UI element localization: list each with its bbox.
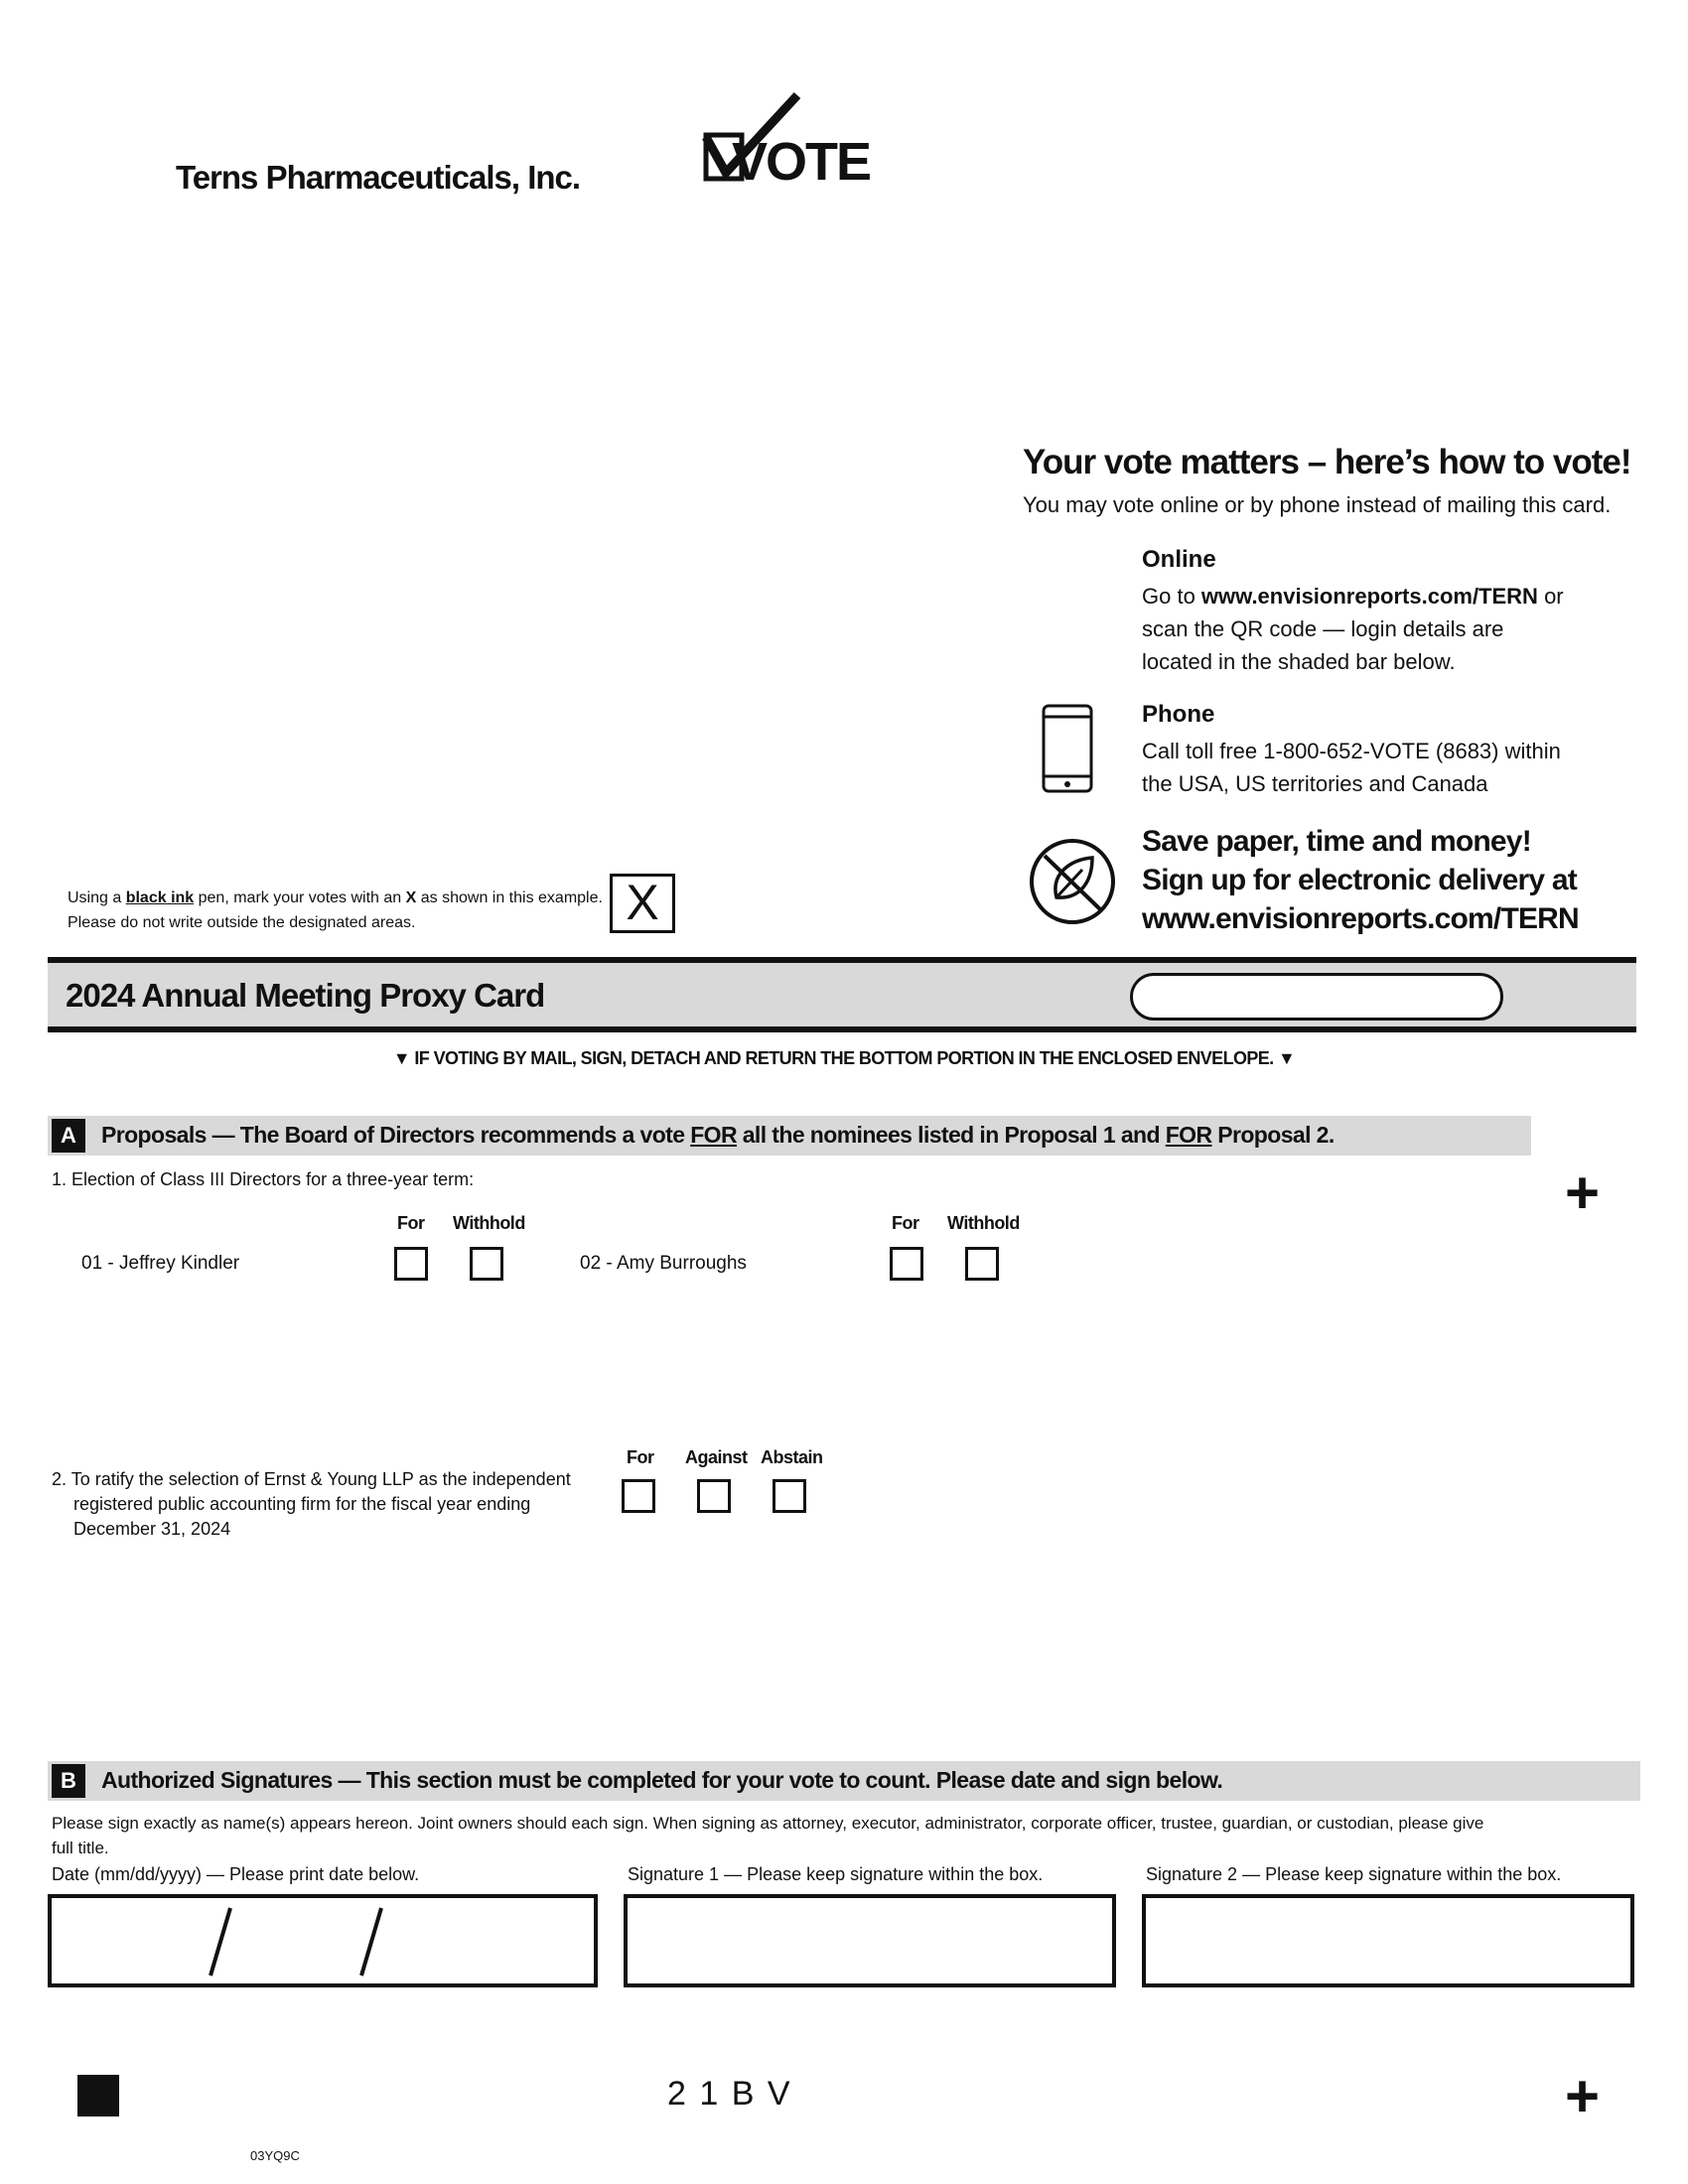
example-mark-box — [610, 874, 675, 933]
nominee-2-withhold-checkbox[interactable] — [965, 1247, 999, 1281]
section-b-letter: B — [52, 1764, 85, 1798]
online-text-pre: Go to — [1142, 584, 1201, 609]
online-url[interactable]: www.envisionreports.com/TERN — [1200, 584, 1538, 609]
date-separators — [52, 1898, 594, 1983]
instr-line2: Please do not write outside the designated areas. — [68, 914, 416, 931]
section-b-title: Authorized Signatures — This section must be completed for your vote to count. Please date and sign below. — [101, 1767, 1223, 1793]
card-title-bar — [48, 957, 1636, 1032]
signature-2-field[interactable] — [1142, 1894, 1634, 1987]
proposal2-abstain-checkbox[interactable] — [773, 1479, 806, 1513]
sig2-label: Signature 2 — Please keep signature within the box. — [1146, 1864, 1562, 1884]
nominee-1: 01 - Jeffrey Kindler — [81, 1253, 240, 1274]
note-line2: full title. — [52, 1839, 109, 1857]
sec-a-text-1: Proposals — The Board of Directors recommends a vote — [101, 1122, 691, 1148]
footer-code: 2 1 B V — [667, 2075, 792, 2113]
sec-a-text-3: Proposal 2. — [1211, 1122, 1335, 1148]
section-a-letter: A — [52, 1119, 85, 1153]
vote-matters-title: Your vote matters – here’s how to vote! — [1023, 443, 1631, 481]
marking-instructions — [68, 886, 603, 935]
vote-logo — [700, 91, 869, 191]
card-title: 2024 Annual Meeting Proxy Card — [66, 977, 545, 1014]
phone-icon — [1041, 703, 1096, 796]
vote-matters-subtitle: You may vote online or by phone instead of mailing this card. — [1023, 492, 1612, 517]
sec-a-for-2: FOR — [1165, 1122, 1212, 1148]
signature-1-field[interactable] — [624, 1894, 1116, 1987]
nominee-1-for-checkbox[interactable] — [394, 1247, 428, 1281]
online-text — [1142, 580, 1564, 678]
nominee-1-withhold-checkbox[interactable] — [470, 1247, 503, 1281]
proposal2-line3: December 31, 2024 — [73, 1519, 231, 1539]
proposal2-for-checkbox[interactable] — [622, 1479, 655, 1513]
vote-logo-text: VOTE — [732, 132, 871, 192]
nominee-2-for-checkbox[interactable] — [890, 1247, 923, 1281]
nominee-2: 02 - Amy Burroughs — [580, 1253, 747, 1274]
col-withhold-1: Withhold — [453, 1213, 525, 1233]
date-label: Date (mm/dd/yyyy) — Please print date below. — [52, 1864, 420, 1884]
instr-mid: pen, mark your votes with an — [194, 889, 406, 906]
col-withhold-2: Withhold — [947, 1213, 1020, 1233]
registration-plus-icon-bottom: + — [1565, 2063, 1601, 2129]
save-paper-text — [1142, 822, 1579, 938]
col-for-1: For — [397, 1213, 425, 1233]
date-field[interactable] — [48, 1894, 598, 1987]
instr-post: as shown in this example. — [416, 889, 603, 906]
sig1-label: Signature 1 — Please keep signature within the box. — [628, 1864, 1044, 1884]
registration-plus-icon: + — [1565, 1160, 1601, 1226]
footer-small-code: 03YQ9C — [250, 2148, 300, 2163]
phone-text — [1142, 735, 1561, 800]
online-title: Online — [1142, 546, 1216, 573]
instr-ink: black ink — [125, 889, 195, 906]
instr-x: X — [405, 889, 417, 906]
phone-line2: the USA, US territories and Canada — [1142, 771, 1488, 796]
online-line3: located in the shaded bar below. — [1142, 649, 1456, 674]
col-abstain-p2: Abstain — [761, 1447, 823, 1467]
proposal2-line2: registered public accounting firm for the fiscal year ending — [73, 1494, 531, 1514]
paper-line3[interactable]: www.envisionreports.com/TERN — [1142, 902, 1579, 935]
mail-notice: ▼ IF VOTING BY MAIL, SIGN, DETACH AND RETURN THE BOTTOM PORTION IN THE ENCLOSED ENVELOPE. ▼ — [392, 1048, 1296, 1068]
paper-line2: Sign up for electronic delivery at — [1142, 864, 1577, 896]
paper-line1: Save paper, time and money! — [1142, 825, 1531, 858]
phone-title: Phone — [1142, 701, 1215, 728]
online-text-post: or — [1537, 584, 1564, 609]
note-line1: Please sign exactly as name(s) appears hereon. Joint owners should each sign. When signing as attorney, executor, administrator, corporate officer, trustee, guardian, or custodian, please give — [52, 1814, 1484, 1833]
col-for-p2: For — [627, 1447, 654, 1467]
proposal2-text — [52, 1467, 571, 1542]
proposal2-line1: 2. To ratify the selection of Ernst & Young LLP as the independent — [52, 1469, 571, 1489]
sec-a-for-1: FOR — [690, 1122, 737, 1148]
col-against-p2: Against — [685, 1447, 748, 1467]
col-for-2: For — [892, 1213, 919, 1233]
instr-pre: Using a — [68, 889, 126, 906]
company-name: Terns Pharmaceuticals, Inc. — [176, 159, 581, 196]
signature-note — [52, 1811, 1640, 1860]
sec-a-text-2: all the nominees listed in Proposal 1 and — [736, 1122, 1166, 1148]
online-line2: scan the QR code — login details are — [1142, 616, 1504, 641]
example-mark: X — [626, 875, 659, 930]
login-details-field[interactable] — [1130, 973, 1503, 1021]
registration-square — [77, 2075, 119, 2116]
section-a-title — [101, 1122, 1335, 1149]
proposal1-title: 1. Election of Class III Directors for a three-year term: — [52, 1169, 475, 1189]
leaf-icon — [1027, 836, 1118, 927]
phone-line1: Call toll free 1-800-652-VOTE (8683) within — [1142, 739, 1561, 763]
proposal2-against-checkbox[interactable] — [697, 1479, 731, 1513]
